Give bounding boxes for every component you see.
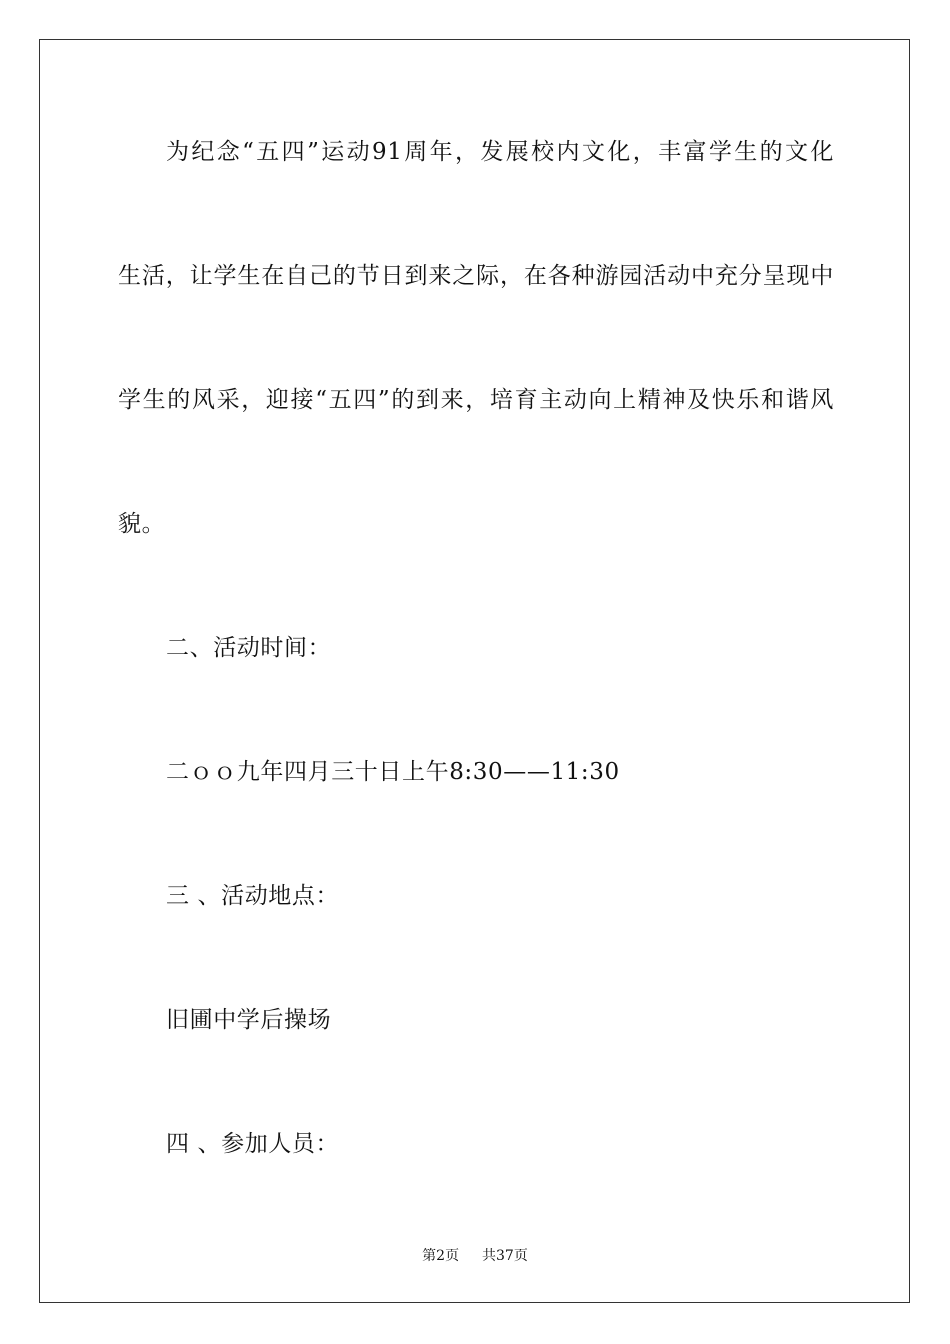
section-time-value: 二ｏｏ九年四月三十日上午8:30——11:30 bbox=[166, 759, 620, 785]
total-pages: 共37页 bbox=[482, 1248, 528, 1264]
section-people-heading: 四 、参加人员： bbox=[166, 1131, 340, 1157]
page-border bbox=[39, 39, 910, 1303]
section-place-value: 旧圃中学后操场 bbox=[166, 1007, 332, 1033]
paragraph-line-2: 生活，让学生在自己的节日到来之际，在各种游园活动中充分呈现中 bbox=[118, 263, 834, 289]
paragraph-line-3: 学生的风采，迎接“五四”的到来，培育主动向上精神及快乐和谐风 bbox=[118, 387, 834, 413]
paragraph-line-4: 貌。 bbox=[118, 511, 166, 537]
section-time-heading: 二、活动时间： bbox=[166, 635, 332, 661]
section-place-heading: 三 、活动地点： bbox=[166, 883, 340, 909]
page-footer bbox=[0, 1246, 950, 1266]
page-number: 第2页 bbox=[422, 1248, 460, 1264]
paragraph-line-1: 为纪念“五四”运动91周年，发展校内文化，丰富学生的文化 bbox=[166, 139, 834, 165]
